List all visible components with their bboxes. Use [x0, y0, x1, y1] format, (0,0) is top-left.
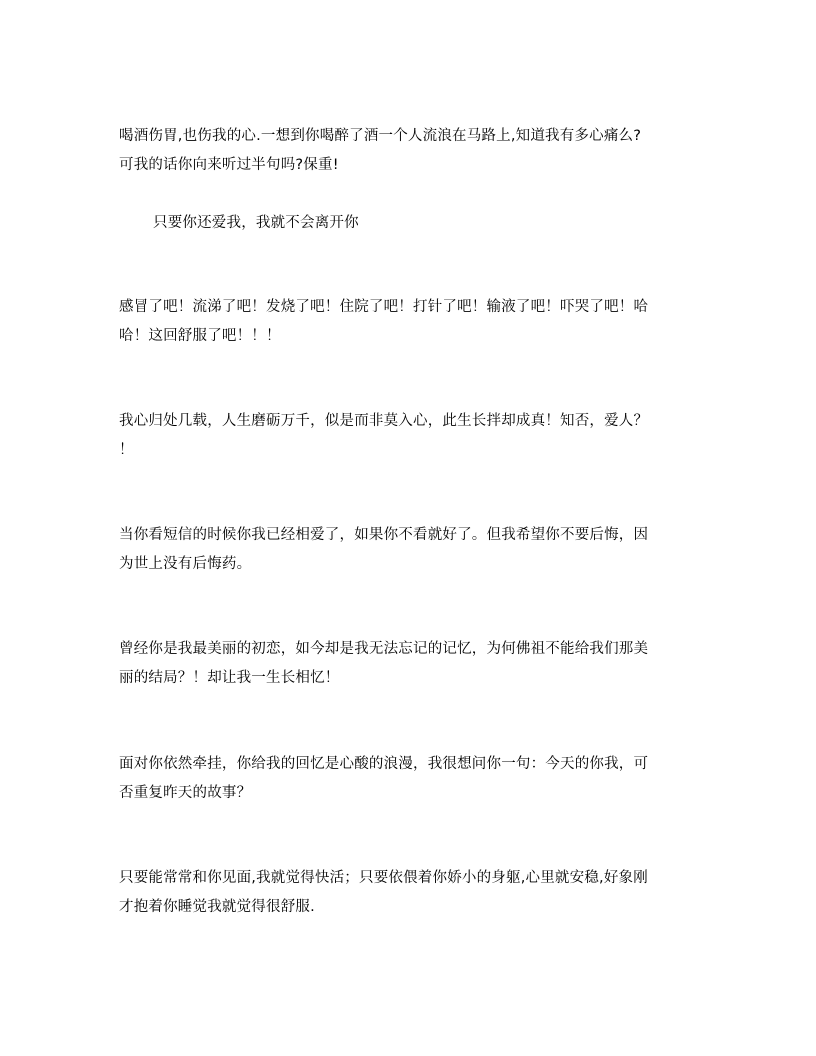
paragraph-line: 只要你还爱我，我就不会离开你 — [153, 215, 359, 231]
paragraph-line: 感冒了吧！流涕了吧！发烧了吧！住院了吧！打针了吧！输液了吧！吓哭了吧！哈 — [119, 299, 649, 315]
paragraph-line: 当你看短信的时候你我已经相爱了，如果你不看就好了。但我希望你不要后悔，因 — [119, 527, 649, 543]
paragraph-line: 面对你依然牵挂，你给我的回忆是心酸的浪漫，我很想问你一句：今天的你我，可 — [119, 756, 649, 772]
paragraph-line: 才抱着你睡觉我就觉得很舒服. — [119, 899, 315, 915]
paragraph-line: 否重复昨天的故事？ — [119, 785, 252, 801]
paragraph-line: 只要能常常和你见面,我就觉得快活；只要依偎着你娇小的身躯,心里就安稳,好象刚 — [119, 870, 648, 886]
paragraph-8 — [119, 864, 709, 922]
paragraph-3 — [119, 293, 709, 351]
paragraph-7 — [119, 750, 709, 808]
paragraph-line: ！ — [119, 442, 134, 458]
paragraph-line: 喝酒伤胃,也伤我的心.一想到你喝醉了酒一个人流浪在马路上,知道我有多心痛么? — [119, 128, 642, 144]
paragraph-line: 为世上没有后悔药。 — [119, 556, 252, 572]
paragraph-line: 我心归处几载，人生磨砺万千，似是而非莫入心，此生长拌却成真！知否，爱人？ — [119, 413, 649, 429]
paragraph-6 — [119, 635, 709, 693]
paragraph-4 — [119, 407, 709, 465]
paragraph-5 — [119, 521, 709, 579]
paragraph-line: 可我的话你向来听过半句吗?保重! — [119, 157, 339, 173]
paragraph-line: 哈！这回舒服了吧！！！ — [119, 328, 281, 344]
paragraph-2 — [119, 209, 743, 238]
paragraph-line: 曾经你是我最美丽的初恋，如今却是我无法忘记的记忆，为何佛祖不能给我们那美 — [119, 641, 649, 657]
paragraph-1 — [119, 122, 709, 180]
paragraph-line: 丽的结局？！却让我一生长相忆！ — [119, 670, 340, 686]
